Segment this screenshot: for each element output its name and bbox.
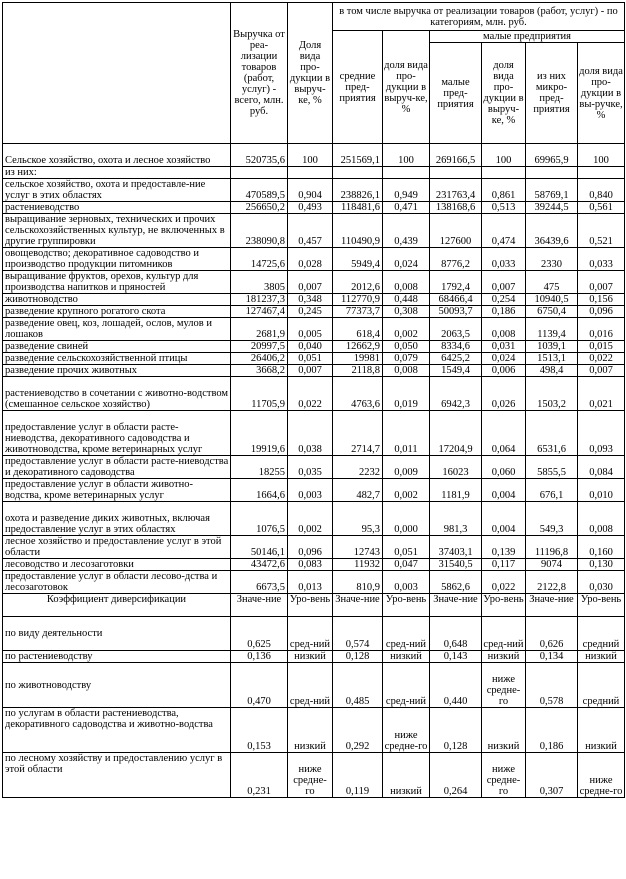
cell-s1: 0,005: [288, 318, 333, 341]
cell-s4: 0,030: [578, 571, 625, 594]
table-row: [3, 353, 625, 365]
coef-cell-l3: низкий: [482, 651, 526, 663]
cell-s4: 0,096: [578, 306, 625, 318]
cell-small: 269166,5: [430, 144, 482, 167]
cell-s3: 0,139: [482, 536, 526, 559]
cell-total: 19919,6: [231, 411, 288, 456]
coef-cell-v3: 0,143: [430, 651, 482, 663]
cell-micro: 1503,2: [526, 377, 578, 411]
row-label: лесное хозяйство и предоставление услуг в этой области: [3, 536, 231, 559]
cell-s3: 0,474: [482, 214, 526, 248]
cell-mid: [333, 167, 383, 179]
cell-s3: 0,022: [482, 571, 526, 594]
cell-s3: 0,861: [482, 179, 526, 202]
table-row: [3, 377, 625, 411]
cell-s4: 0,156: [578, 294, 625, 306]
coef-row: [3, 708, 625, 753]
cell-s2: [383, 167, 430, 179]
coef-value-label: Значе-ние: [526, 594, 578, 617]
coef-level-label: Уро-вень: [482, 594, 526, 617]
cell-total: 3668,2: [231, 365, 288, 377]
cell-s4: 0,093: [578, 411, 625, 456]
cell-micro: 69965,9: [526, 144, 578, 167]
coef-row-label: по растениеводству: [3, 651, 231, 663]
cell-s1: 0,493: [288, 202, 333, 214]
row-label: растениеводство: [3, 202, 231, 214]
row-label: разведение крупного рогатого скота: [3, 306, 231, 318]
coef-cell-l3: ниже средне-го: [482, 753, 526, 798]
cell-mid: 238826,1: [333, 179, 383, 202]
cell-s2: 0,009: [383, 456, 430, 479]
table-row: [3, 318, 625, 341]
cell-small: 68466,4: [430, 294, 482, 306]
coef-body: [3, 594, 625, 798]
cell-s1: 0,035: [288, 456, 333, 479]
cell-s2: 0,024: [383, 248, 430, 271]
row-label: выращивание фруктов, орехов, культур для производства напитков и пряностей: [3, 271, 231, 294]
cell-mid: 12743: [333, 536, 383, 559]
cell-s3: 0,024: [482, 353, 526, 365]
cell-micro: 475: [526, 271, 578, 294]
cell-s1: 0,083: [288, 559, 333, 571]
data-body: [3, 144, 625, 594]
coef-cell-l1: сред-ний: [288, 663, 333, 708]
coef-cell-l3: сред-ний: [482, 617, 526, 651]
coef-cell-v2: 0,128: [333, 651, 383, 663]
cell-small: 37403,1: [430, 536, 482, 559]
cell-small: 50093,7: [430, 306, 482, 318]
table-row: [3, 214, 625, 248]
cell-total: 181237,3: [231, 294, 288, 306]
cell-small: 1181,9: [430, 479, 482, 502]
header-small: малые пред-приятия: [430, 43, 482, 144]
table-row: [3, 306, 625, 318]
cell-s3: 0,031: [482, 341, 526, 353]
coef-cell-v1: 0,625: [231, 617, 288, 651]
cell-total: 3805: [231, 271, 288, 294]
cell-s2: 0,050: [383, 341, 430, 353]
coef-cell-l4: низкий: [578, 708, 625, 753]
row-label: предоставление услуг в области расте-ниеводства и декоративного садоводства: [3, 456, 231, 479]
table-row: [3, 202, 625, 214]
cell-s4: 100: [578, 144, 625, 167]
cell-s4: 0,007: [578, 271, 625, 294]
coef-cell-l2: сред-ний: [383, 663, 430, 708]
cell-small: 231763,4: [430, 179, 482, 202]
cell-s2: 0,002: [383, 479, 430, 502]
cell-s2: 0,949: [383, 179, 430, 202]
coef-cell-v3: 0,128: [430, 708, 482, 753]
cell-small: 1549,4: [430, 365, 482, 377]
coef-cell-v4: 0,186: [526, 708, 578, 753]
coef-cell-l3: низкий: [482, 708, 526, 753]
cell-micro: 10940,5: [526, 294, 578, 306]
cell-mid: 11932: [333, 559, 383, 571]
coef-cell-v2: 0,574: [333, 617, 383, 651]
table-row: [3, 559, 625, 571]
row-label: выращивание зерновых, технических и прочих сельскохозяйственных культур, не включенных в другие группировки: [3, 214, 231, 248]
table-row: [3, 502, 625, 536]
cell-mid: 482,7: [333, 479, 383, 502]
cell-small: 5862,6: [430, 571, 482, 594]
row-label: овощеводство; декоративное садоводство и производство продукции питомников: [3, 248, 231, 271]
cell-small: 8776,2: [430, 248, 482, 271]
cell-small: 6425,2: [430, 353, 482, 365]
header-label-corner: [3, 3, 231, 144]
header-incl-group: в том числе выручка от реализации товаров (работ, услуг) - по категориям, млн. руб.: [333, 3, 625, 31]
cell-mid: 95,3: [333, 502, 383, 536]
table-row: [3, 411, 625, 456]
cell-micro: 1039,1: [526, 341, 578, 353]
row-label: разведение сельскохозяйственной птицы: [3, 353, 231, 365]
cell-s3: 0,006: [482, 365, 526, 377]
cell-micro: 36439,6: [526, 214, 578, 248]
header-revenue-total: Выручка от реа-лизации товаров (работ, услуг) - всего, млн. руб.: [231, 3, 288, 144]
cell-s4: 0,015: [578, 341, 625, 353]
cell-micro: 1513,1: [526, 353, 578, 365]
cell-small: 6942,3: [430, 377, 482, 411]
coef-value-label: Значе-ние: [231, 594, 288, 617]
cell-s3: 0,064: [482, 411, 526, 456]
cell-mid: 2714,7: [333, 411, 383, 456]
cell-micro: 39244,5: [526, 202, 578, 214]
coef-cell-l3: ниже средне-го: [482, 663, 526, 708]
cell-s2: 0,471: [383, 202, 430, 214]
cell-s1: 0,051: [288, 353, 333, 365]
table-row: [3, 571, 625, 594]
cell-s4: 0,130: [578, 559, 625, 571]
cell-total: 238090,8: [231, 214, 288, 248]
cell-total: 256650,2: [231, 202, 288, 214]
coef-row: [3, 617, 625, 651]
coef-cell-v1: 0,470: [231, 663, 288, 708]
cell-micro: 2122,8: [526, 571, 578, 594]
coef-row-label: по виду деятельности: [3, 617, 231, 651]
cell-s2: 0,008: [383, 271, 430, 294]
cell-s1: 0,245: [288, 306, 333, 318]
cell-mid: 19981: [333, 353, 383, 365]
row-label: предоставление услуг в области лесово-дства и лесозаготовок: [3, 571, 231, 594]
cell-s2: 0,047: [383, 559, 430, 571]
cell-s3: 0,008: [482, 318, 526, 341]
table-row: [3, 341, 625, 353]
coef-cell-v1: 0,153: [231, 708, 288, 753]
coef-cell-l2: ниже средне-го: [383, 708, 430, 753]
header-medium: средние пред-приятия: [333, 31, 383, 144]
header-medium-share: доля вида про-дукции в выруч-ке, %: [383, 31, 430, 144]
cell-small: 981,3: [430, 502, 482, 536]
cell-micro: 58769,1: [526, 179, 578, 202]
cell-s3: 0,007: [482, 271, 526, 294]
coef-cell-v4: 0,307: [526, 753, 578, 798]
cell-mid: 5949,4: [333, 248, 383, 271]
cell-mid: 110490,9: [333, 214, 383, 248]
cell-s3: 0,026: [482, 377, 526, 411]
cell-s4: 0,007: [578, 365, 625, 377]
cell-s3: 0,186: [482, 306, 526, 318]
cell-total: 1664,6: [231, 479, 288, 502]
cell-s2: 100: [383, 144, 430, 167]
coef-cell-l1: низкий: [288, 651, 333, 663]
cell-s2: 0,079: [383, 353, 430, 365]
coef-cell-v3: 0,440: [430, 663, 482, 708]
row-label: разведение овец, коз, лошадей, ослов, мулов и лошаков: [3, 318, 231, 341]
cell-small: 138168,6: [430, 202, 482, 214]
cell-s3: 0,004: [482, 479, 526, 502]
cell-mid: 251569,1: [333, 144, 383, 167]
coef-cell-v1: 0,136: [231, 651, 288, 663]
row-label: животноводство: [3, 294, 231, 306]
cell-small: 2063,5: [430, 318, 482, 341]
cell-s2: 0,308: [383, 306, 430, 318]
cell-s4: 0,021: [578, 377, 625, 411]
cell-s1: 0,013: [288, 571, 333, 594]
coef-row: [3, 663, 625, 708]
coef-level-label: Уро-вень: [578, 594, 625, 617]
header-micro-share: доля вида про-дукции в вы-ручке, %: [578, 43, 625, 144]
cell-s3: 100: [482, 144, 526, 167]
row-label: Сельское хозяйство, охота и лесное хозяйство: [3, 144, 231, 167]
cell-s1: 0,040: [288, 341, 333, 353]
coef-row-label: по услугам в области растениеводства, декоративного садоводства и животно-водства: [3, 708, 231, 753]
header-small-share: доля вида про-дукции в выруч-ке, %: [482, 43, 526, 144]
cell-s4: 0,022: [578, 353, 625, 365]
cell-micro: 11196,8: [526, 536, 578, 559]
row-label: разведение прочих животных: [3, 365, 231, 377]
cell-s4: 0,010: [578, 479, 625, 502]
cell-small: 8334,6: [430, 341, 482, 353]
row-label: предоставление услуг в области животно-водства, кроме ветеринарных услуг: [3, 479, 231, 502]
cell-s2: 0,002: [383, 318, 430, 341]
cell-s3: 0,117: [482, 559, 526, 571]
row-label: предоставление услуг в области расте-ниеводства, декоративного садоводства и животноводства, кроме ветеринарных услуг: [3, 411, 231, 456]
coef-cell-l2: низкий: [383, 651, 430, 663]
cell-s1: 0,457: [288, 214, 333, 248]
cell-small: 16023: [430, 456, 482, 479]
coef-cell-v3: 0,264: [430, 753, 482, 798]
cell-s2: 0,008: [383, 365, 430, 377]
table-row: [3, 365, 625, 377]
cell-s3: 0,033: [482, 248, 526, 271]
row-label: из них:: [3, 167, 231, 179]
table-row: [3, 271, 625, 294]
coef-cell-l4: средний: [578, 663, 625, 708]
cell-total: 1076,5: [231, 502, 288, 536]
table-row: [3, 179, 625, 202]
cell-micro: 549,3: [526, 502, 578, 536]
coef-cell-l2: сред-ний: [383, 617, 430, 651]
coef-cell-l2: низкий: [383, 753, 430, 798]
coef-cell-v4: 0,578: [526, 663, 578, 708]
coef-row-label: по лесному хозяйству и предоставлению услуг в этой области: [3, 753, 231, 798]
cell-total: [231, 167, 288, 179]
cell-micro: 9074: [526, 559, 578, 571]
header-small-group: малые предприятия: [430, 31, 625, 43]
cell-small: 1792,4: [430, 271, 482, 294]
cell-micro: 6531,6: [526, 411, 578, 456]
cell-s1: 0,022: [288, 377, 333, 411]
cell-s2: 0,003: [383, 571, 430, 594]
cell-total: 20997,5: [231, 341, 288, 353]
cell-s2: 0,439: [383, 214, 430, 248]
coef-cell-l4: ниже средне-го: [578, 753, 625, 798]
cell-mid: 4763,6: [333, 377, 383, 411]
cell-s4: 0,016: [578, 318, 625, 341]
table-row: [3, 248, 625, 271]
row-label: лесоводство и лесозаготовки: [3, 559, 231, 571]
coef-cell-l1: низкий: [288, 708, 333, 753]
cell-total: 6673,5: [231, 571, 288, 594]
coef-cell-l1: сред-ний: [288, 617, 333, 651]
cell-total: 127467,4: [231, 306, 288, 318]
cell-total: 470589,5: [231, 179, 288, 202]
cell-mid: 618,4: [333, 318, 383, 341]
coef-cell-l4: средний: [578, 617, 625, 651]
table-row: [3, 144, 625, 167]
cell-mid: 12662,9: [333, 341, 383, 353]
coef-cell-v4: 0,626: [526, 617, 578, 651]
coef-cell-v3: 0,648: [430, 617, 482, 651]
coef-cell-l4: низкий: [578, 651, 625, 663]
header-share-total: Доля вида про-дукции в выруч-ке, %: [288, 3, 333, 144]
cell-total: 2681,9: [231, 318, 288, 341]
cell-micro: 498,4: [526, 365, 578, 377]
cell-s4: 0,008: [578, 502, 625, 536]
cell-total: 43472,6: [231, 559, 288, 571]
cell-total: 50146,1: [231, 536, 288, 559]
cell-s1: 0,003: [288, 479, 333, 502]
cell-total: 26406,2: [231, 353, 288, 365]
cell-total: 14725,6: [231, 248, 288, 271]
cell-mid: 2118,8: [333, 365, 383, 377]
table-row: [3, 536, 625, 559]
cell-s1: 0,038: [288, 411, 333, 456]
cell-s1: 0,096: [288, 536, 333, 559]
table-row: [3, 294, 625, 306]
coef-level-label: Уро-вень: [288, 594, 333, 617]
table-row: [3, 479, 625, 502]
cell-s2: 0,051: [383, 536, 430, 559]
cell-micro: [526, 167, 578, 179]
cell-micro: 6750,4: [526, 306, 578, 318]
cell-s2: 0,011: [383, 411, 430, 456]
cell-s1: 0,904: [288, 179, 333, 202]
table-row: [3, 456, 625, 479]
cell-s3: 0,004: [482, 502, 526, 536]
coef-title: Коэффициент диверсификации: [3, 594, 231, 617]
cell-total: 18255: [231, 456, 288, 479]
cell-s4: 0,084: [578, 456, 625, 479]
coef-cell-l1: ниже средне-го: [288, 753, 333, 798]
cell-s4: [578, 167, 625, 179]
cell-s2: 0,000: [383, 502, 430, 536]
coef-cell-v2: 0,485: [333, 663, 383, 708]
row-label: сельское хозяйство, охота и предоставле-ние услуг в этих областях: [3, 179, 231, 202]
cell-mid: 2232: [333, 456, 383, 479]
cell-s1: 100: [288, 144, 333, 167]
cell-s3: 0,254: [482, 294, 526, 306]
cell-s4: 0,561: [578, 202, 625, 214]
coef-row-label: по животноводству: [3, 663, 231, 708]
cell-s4: 0,840: [578, 179, 625, 202]
revenue-table: [2, 2, 625, 798]
cell-total: 11705,9: [231, 377, 288, 411]
coef-cell-v4: 0,134: [526, 651, 578, 663]
cell-s3: [482, 167, 526, 179]
cell-mid: 118481,6: [333, 202, 383, 214]
cell-s1: 0,028: [288, 248, 333, 271]
cell-mid: 77373,7: [333, 306, 383, 318]
coef-cell-v2: 0,292: [333, 708, 383, 753]
cell-micro: 5855,5: [526, 456, 578, 479]
cell-small: 127600: [430, 214, 482, 248]
header-micro: из них микро-пред-приятия: [526, 43, 578, 144]
cell-s1: 0,348: [288, 294, 333, 306]
cell-s1: [288, 167, 333, 179]
cell-s4: 0,160: [578, 536, 625, 559]
cell-s2: 0,019: [383, 377, 430, 411]
cell-mid: 112770,9: [333, 294, 383, 306]
cell-total: 520735,6: [231, 144, 288, 167]
coef-cell-v1: 0,231: [231, 753, 288, 798]
cell-s4: 0,033: [578, 248, 625, 271]
cell-small: 17204,9: [430, 411, 482, 456]
cell-micro: 676,1: [526, 479, 578, 502]
coef-row: [3, 753, 625, 798]
coef-row: [3, 651, 625, 663]
cell-s1: 0,002: [288, 502, 333, 536]
cell-s4: 0,521: [578, 214, 625, 248]
cell-s1: 0,007: [288, 365, 333, 377]
coef-level-label: Уро-вень: [383, 594, 430, 617]
table-row: [3, 167, 625, 179]
coef-value-label: Значе-ние: [430, 594, 482, 617]
cell-s1: 0,007: [288, 271, 333, 294]
cell-mid: 2012,6: [333, 271, 383, 294]
coef-value-label: Значе-ние: [333, 594, 383, 617]
cell-s3: 0,060: [482, 456, 526, 479]
cell-small: 31540,5: [430, 559, 482, 571]
cell-micro: 2330: [526, 248, 578, 271]
cell-s2: 0,448: [383, 294, 430, 306]
cell-s3: 0,513: [482, 202, 526, 214]
row-label: растениеводство в сочетании с животно-водством (смешанное сельское хозяйство): [3, 377, 231, 411]
coef-cell-v2: 0,119: [333, 753, 383, 798]
cell-micro: 1139,4: [526, 318, 578, 341]
row-label: охота и разведение диких животных, включая предоставление услуг в этих областях: [3, 502, 231, 536]
cell-mid: 810,9: [333, 571, 383, 594]
cell-small: [430, 167, 482, 179]
row-label: разведение свиней: [3, 341, 231, 353]
